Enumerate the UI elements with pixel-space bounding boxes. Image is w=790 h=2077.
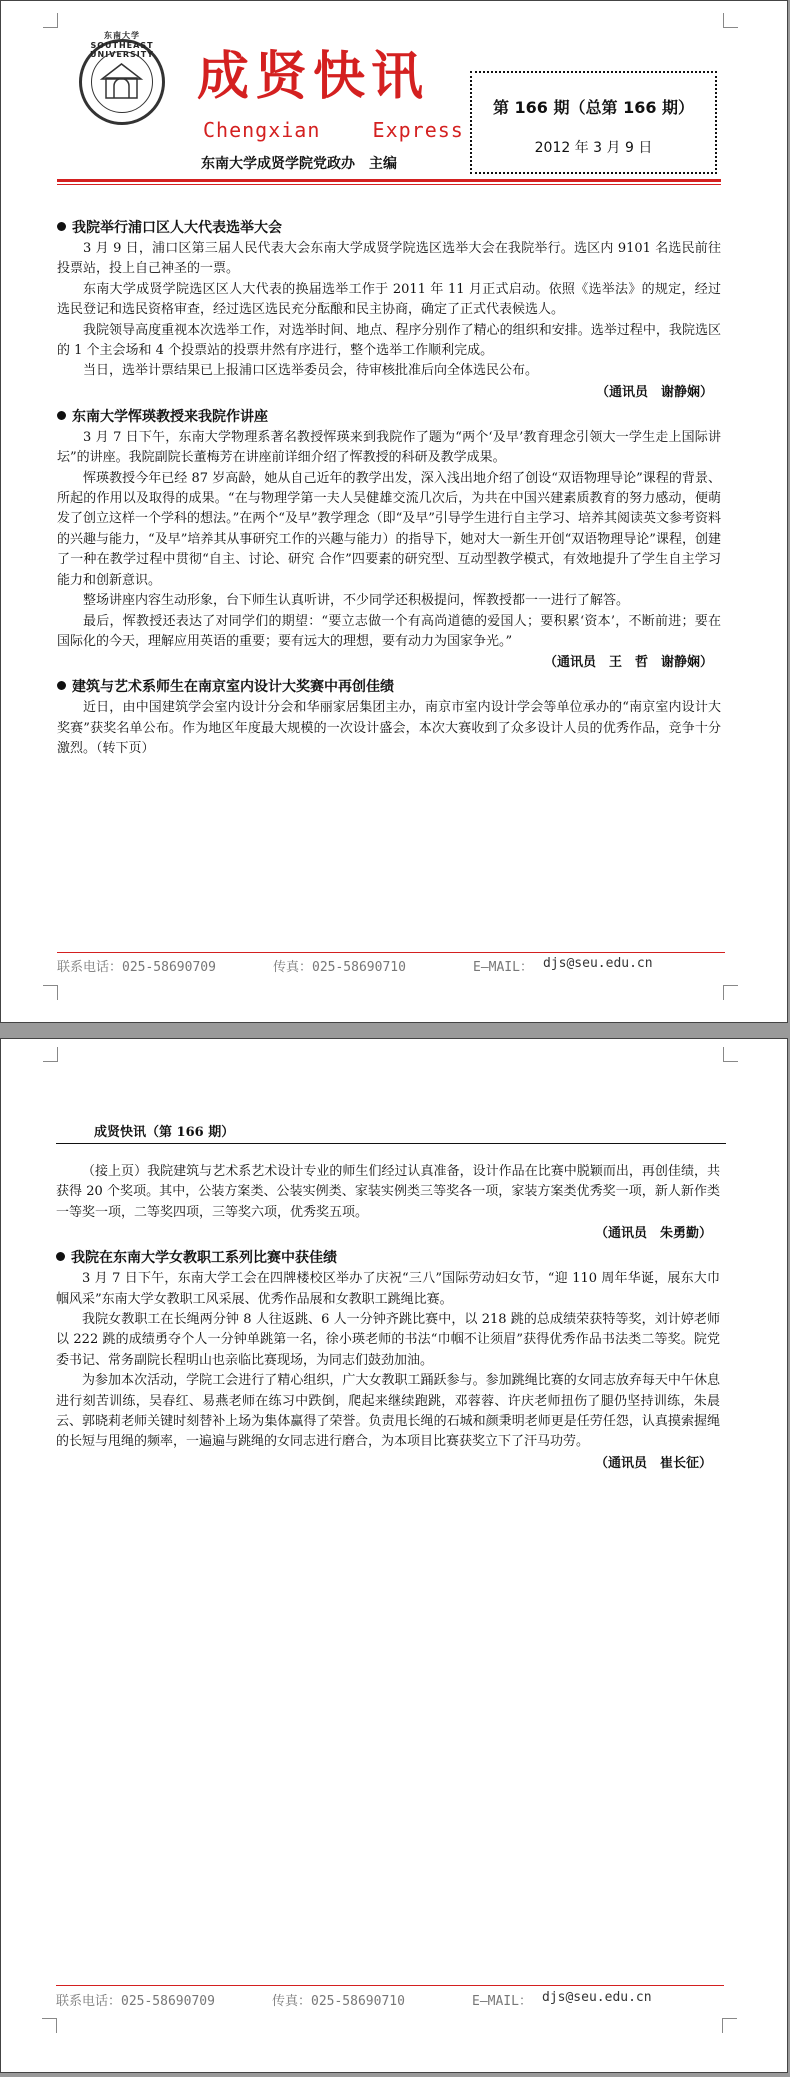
issue-date: 2012 年 3 月 9 日 — [534, 140, 653, 156]
running-head: 成贤快讯（第 166 期） — [94, 1125, 235, 1140]
footer-rule — [56, 1985, 724, 1986]
seal-text: 东南大学 SOUTHEAST UNIVERSITY — [90, 31, 154, 59]
university-seal — [79, 31, 165, 125]
paragraph: 3 月 7 日下午，东南大学物理系著名教授恽瑛来到我院作了题为“两个‘及早’教育理念引领大一学生走上国际讲坛”的讲座。我院副院长董梅芳在讲座前详细介绍了恽教授的科研及教学成果。 — [57, 429, 721, 466]
crop-mark — [723, 13, 738, 28]
footer-phone: 联系电话：025-58690709 — [57, 960, 216, 975]
crop-mark — [43, 13, 58, 28]
footer-phone: 联系电话：025-58690709 — [56, 1994, 215, 2009]
reporter-credit: （通讯员 朱勇勤） — [594, 1226, 712, 1242]
bullet-icon — [57, 681, 66, 690]
bullet-icon — [57, 411, 66, 420]
header-rule — [57, 179, 721, 185]
masthead-english-title: Chengxian Express — [203, 118, 464, 142]
crop-mark — [723, 985, 738, 1000]
crop-mark — [42, 2018, 57, 2033]
paragraph: 东南大学成贤学院选区区人大代表的换届选举工作于 2011 年 11 月正式启动。依照《选举法》的规定，经过选民登记和选民资格审查，经过选区选民充分酝酿和民主协商，确定了正式代表候选人。 — [57, 281, 721, 318]
footer-email-label: E—MAIL： — [472, 1994, 532, 2009]
crop-mark — [43, 985, 58, 1000]
footer-email: djs@seu.edu.cn — [542, 1990, 652, 2005]
masthead-title: 成贤快讯 — [197, 46, 430, 107]
bullet-icon — [57, 222, 66, 231]
paragraph: 最后，恽教授还表达了对同学们的期望：“要立志做一个有高尚道德的爱国人；要积累‘资本’，不断前进；要在国际化的今天，理解应用英语的重要；要有远大的理想，要有动力为国家争光。” — [57, 613, 721, 649]
paragraph: 我院女教职工在长绳两分钟 8 人往返跳、6 人一分钟齐跳比赛中，以 218 跳的总成绩荣获特等奖，刘计婷老师以 222 跳的成绩勇夺个人一分钟单跳第一名，徐小瑛老师的书法“巾帼不让须眉”获得优秀作品书法类二等奖。院党委书记、常务副院长程明山也亲临比赛现场，为同志们鼓劲加油。 — [56, 1312, 720, 1368]
paragraph-continued: （接上页）我院建筑与艺术系艺术设计专业的师生们经过认真准备，设计作品在比赛中脱颖而出，再创佳绩，共获得 20 个奖项。其中，公装方案类、公装实例类、家装实例类三等奖各一项，家装方案类优秀奖一项，新人新作类一等奖一项，二等奖四项，三等奖六项，优秀奖五项。 — [56, 1164, 720, 1220]
issue-number: 第 166 期（总第 166 期） — [492, 98, 695, 117]
article-title: 建筑与艺术系师生在南京室内设计大奖赛中再创佳绩 — [57, 676, 721, 698]
paragraph: 我院领导高度重视本次选举工作，对选举时间、地点、程序分别作了精心的组织和安排。选举过程中，我院选区的 1 个主会场和 4 个投票站的投票井然有序进行，整个选举工作顺利完成。 — [57, 322, 721, 359]
paragraph: 3 月 9 日，浦口区第三届人民代表大会东南大学成贤学院选区选举大会在我院举行。选区内 9101 名选民前往投票站，投上自己神圣的一票。 — [57, 241, 721, 277]
footer-fax: 传真：025-58690710 — [272, 1994, 405, 2009]
reporter-credit: （通讯员 谢静娴） — [595, 384, 713, 400]
bullet-icon — [56, 1252, 65, 1261]
crop-mark — [723, 1047, 738, 1062]
paragraph: 当日，选举计票结果已上报浦口区选举委员会，待审核批准后向全体选民公布。 — [83, 363, 539, 379]
running-rule — [56, 1143, 726, 1144]
seal-emblem-icon — [91, 51, 153, 113]
footer-fax: 传真：025-58690710 — [273, 960, 406, 975]
masthead-sponsor: 东南大学成贤学院党政办 主编 — [201, 156, 397, 172]
issue-box — [470, 71, 717, 174]
footer-email-label: E—MAIL： — [473, 960, 533, 975]
footer-rule — [57, 952, 725, 953]
article — [57, 217, 721, 760]
reporter-credit: （通讯员 崔长征） — [594, 1455, 712, 1471]
article-title: 我院在东南大学女教职工系列比赛中获佳绩 — [56, 1247, 720, 1269]
article-title: 我院举行浦口区人大代表选举大会 — [57, 217, 721, 239]
crop-mark — [722, 2018, 737, 2033]
paragraph: 为参加本次活动，学院工会进行了精心组织，广大女教职工踊跃参与。参加跳绳比赛的女同志放弃每天中午休息进行刻苦训练，吴春红、易燕老师在练习中跌倒，爬起来继续跑跳，邓蓉蓉、许庆老师扭伤了腿仍坚持训练，朱晨云、郭晓莉老师关键时刻替补上场为集体赢得了荣誉。负责甩长绳的石城和颜秉明老师更是任劳任怨，认真摸索握绳的长短与甩绳的频率，一遍遍与跳绳的女同志进行磨合，为本项目比赛获奖立下了汗马功劳。 — [56, 1373, 720, 1450]
page-1 — [0, 0, 788, 1023]
paragraph: 近日，由中国建筑学会室内设计分会和华丽家居集团主办，南京市室内设计学会等单位承办的“南京室内设计大奖赛”获奖名单公布。作为地区年度最大规模的一次设计盛会，本次大赛收到了众多设计人员的优秀作品，竞争十分激烈。（转下页） — [57, 700, 721, 757]
footer-email: djs@seu.edu.cn — [543, 956, 653, 971]
crop-mark — [43, 1047, 58, 1062]
paragraph: 3 月 7 日下午，东南大学工会在四牌楼校区举办了庆祝“三八”国际劳动妇女节，“迎 110 周年华诞，展东大巾帼风采”东南大学女教职工风采展、优秀作品展和女教职工跳绳比赛。 — [56, 1271, 720, 1307]
paragraph: 恽瑛教授今年已经 87 岁高龄，她从自己近年的教学出发，深入浅出地介绍了创设“双语物理导论”课程的背景、所起的作用以及取得的成果。“在与物理学第一夫人吴健雄交流几次后，为共在中国兴建素质教育的努力感动，便萌发了创立这样一个学科的想法。”在两个“及早”教学理念（即“及早”引导学生进行自主学习、培养其阅读英文参考资料的兴趣与能力，“及早”培养其从事研究工作的兴趣与能力）的指导下，她对大一新生开创“双语物理导论”课程，创建了一种在教学过程中贯彻“自主、讨论、研究 合作”四要素的研究型、互动型教学模式，有效地提升了学生自主学习能力和创新意识。 — [57, 470, 721, 588]
article-title: 东南大学恽瑛教授来我院作讲座 — [57, 406, 721, 428]
page-2-content — [56, 1162, 720, 1477]
reporter-credit: （通讯员 王 哲 谢静娴） — [543, 655, 713, 671]
paragraph: 整场讲座内容生动形象，台下师生认真听讲，不少同学还积极提问，恽教授都一一进行了解答。 — [83, 593, 630, 609]
